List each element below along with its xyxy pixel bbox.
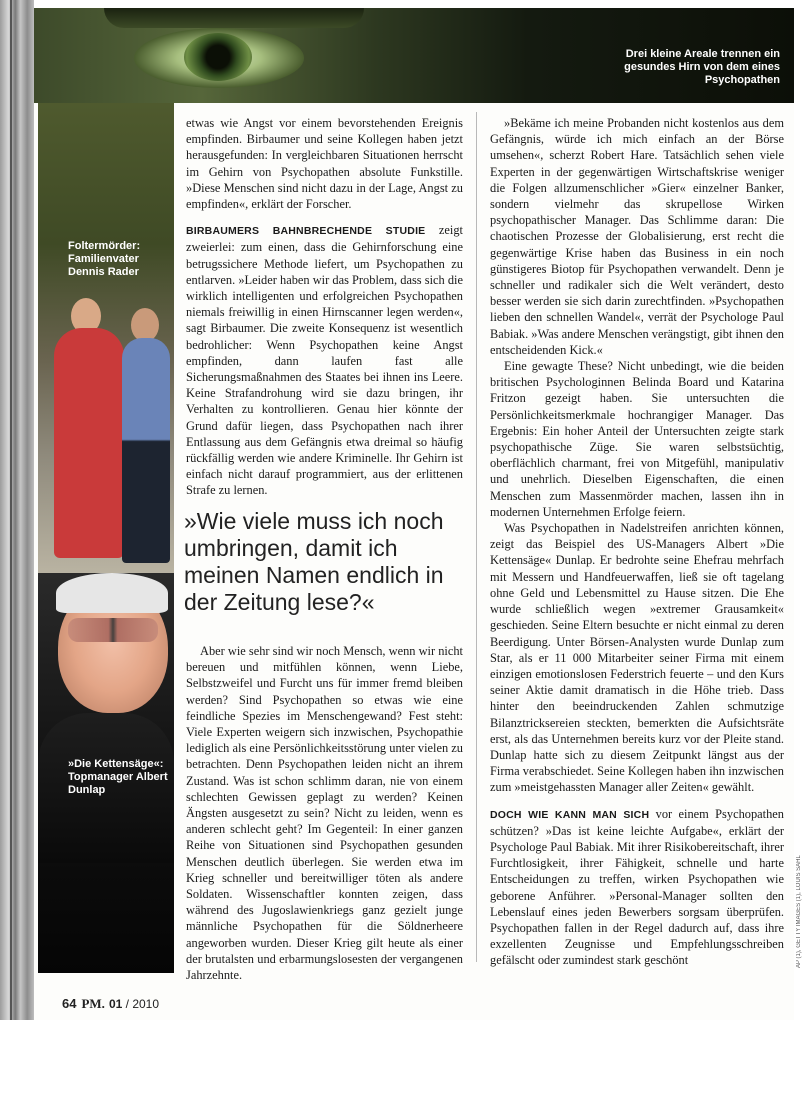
col2-paragraph-1: »Bekäme ich meine Probanden nicht kostenlos aus dem Gefängnis, würde ich mich einfach an der Börse umsehen«, scherzt Robert Hare. Tatsächlich sehen viele Experten in der gegenwärtigen Wirtschaftskrise weniger die Folgen allzumenschlicher »Gier« einzelner Banker, sondern vielmehr das skrupellose Wirken psychopathischer Manager. Das Schlimme daran: Die chaotischen Prozesse der Globalisierung, erst recht die gegenwärtige Krise haben das Business in ein noch günstigeres Biotop für Psychopathen verwandelt. Denn je schneller und radikaler sich die Welt verändert, desto besser werden sie sich darin zurechtfinden. »Psychopathen lieben den schnellen Wandel«, verrät der Psychologe Paul Babiak. »Was andere Menschen verängstigt, gibt ihnen den entscheidenden Kick.«	[490, 116, 784, 357]
col2-paragraph-4-text: vor einem Psychopathen schützen? »Das ist keine leichte Aufgabe«, erklärt der Psychologe Paul Babiak. Mit ihrer Risikobereitschaft, ihrer Furchtlosigkeit, ihrer Fähigkeit, schnelle und harte Entscheidungen zu treffen, wirken Psychopathen wie geborene Anführer. »Personal-Manager sollten den Lebenslauf eines jeden Bewerbers sorgsam überprüfen. Psychopathen fallen in der Regel dadurch auf, dass ihre exzellenten Zeugnisse und Empfehlungsschreiben gefälscht oder zumindest stark geschönt	[490, 806, 784, 968]
dunlap-hair	[56, 573, 168, 613]
col1b-paragraph-1: Aber wie sehr sind wir noch Mensch, wenn wir nicht bereuen und mitfühlen können, wenn Liebe, Selbstzweifel und Furcht uns für immer fremd bleiben werden? Sind Psychopathen so etwas wie eine feindliche Spezies im Menschengewand? Fest steht: Viele Experten weigern sich inzwischen, Psychopathie lediglich als eine Persönlichkeitsstörung unter vielen zu betrachten. Denn Psychopathen leiden nicht an ihrem Zustand. Was ist schon schlimm daran, nie von einem schlechten Gewissen geplagt zu werden? Keinen Ängsten ausgesetzt zu sein? Nicht zu leiden, wenn es anderen schlecht geht? Im Gegenteil: In einer ganzen Reihe von Situationen sind Psychopathen gesunden Menschen deutlich überlegen. Sie werden etwa im Krieg schneller und bereitwilliger töten als andere Soldaten. Wissenschaftler konnten zeigen, dass während des Jugoslawienkriegs ganz gezielt junge männliche Psychopathen für die Söldnerheere angeworben wurden. Dieser Krieg gilt heute als einer der brutalsten und erbarmungslosesten der vergangenen Jahrzehnte.	[186, 644, 463, 983]
col1-paragraph-1: etwas wie Angst vor einem bevorstehenden Ereignis empfinden. Birbaumer und seine Kollegen haben jetzt herausgefunden: In vergleichbaren Situationen herrscht im Gehirn von Psychopathen absolute Funkstille. »Diese Menschen sind nicht dazu in der Lage, Angst zu empfinden«, erklärt der Forscher.	[186, 116, 463, 212]
page-footer: 64 PM. 01 / 2010	[62, 996, 160, 1011]
column-divider	[476, 112, 477, 962]
col1-paragraph-2-text: zeigt zweierlei: zum einen, dass die Gehirnforschung eine betrugssichere Methode liefert, um Psychopathen zu entlarven. »Leider haben wir das Problem, dass sich die wirklich intelligenten und erfolgreichen Psychopathen niemals freiwillig in einen Hirnscanner legen werden«, sagt Birbaumer. Die zweite Konsequenz ist wesentlich bedrohlicher: Wenn Psychopathen keine Angst empfinden, dann laufen fast alle Sicherungsmaßnahmen des Staates bei ihnen ins Leere. Keine Strafandrohung wird sie dazu bringen, ihr Verhalten zu kontrollieren. Genau hier könnte der Grund dafür liegen, dass Psychopathen nach ihrer Entlassung aus dem Gefängnis etwa dreimal so häufig rückfällig werden wie andere Kriminelle. Ihr Gehirn ist einfach nicht darauf programmiert, aus der erlittenen Strafe zu lernen.	[186, 223, 463, 498]
column-1-bottom	[186, 643, 463, 983]
officer-figure	[122, 338, 170, 563]
rader-photo-caption: Foltermörder: Familienvater Dennis Rader	[68, 240, 141, 278]
issue-year: 2010	[132, 997, 160, 1011]
officer-head	[131, 308, 159, 342]
photo-credit: AP (1), GETTY IMAGES (1), LOUIS SAHL	[796, 855, 802, 968]
col2-paragraph-3: Was Psychopathen in Nadelstreifen anrichten können, zeigt das Beispiel des US-Managers Albert »Die Kettensäge« Dunlap. Er bedrohte seine Ehefrau mehrfach mit Messern und Handfeuerwaffen, ließ sie oft tagelang ohne Geld und Lebensmittel zu Hause sitzen. Die Ehe wurde schließlich wegen »extremer Grausamkeit« geschieden. Seine Eltern besuchte er nicht einmal zu deren Beerdigung. Unter Börsen-Analysten wurde Dunlap zum Star, als er 11 000 Mitarbeiter seiner Firma mit einem einzigen emotionslosen Federstrich feuerte – und den Kurs seiner Aktie damit dramatisch in die Höhe trieb. Dass hinter den beeindruckenden Zahlen schmutzige Bilanztricksereien steckten, bemerkten die Aufsichtsräte erst, als das Unternehmen bereits kurz vor der Pleite stand. Dunlap hatte sich zu diesem Zeitpunkt längst aus der Firma verabschiedet. Seine Kollegen haben ihn inzwischen zum »meistgehassten Manager aller Zeiten« gewählt.	[490, 521, 784, 795]
banner-caption: Drei kleine Areale trennen ein gesundes Hirn von dem eines Psychopathen	[624, 48, 780, 86]
pull-quote: »Wie viele muss ich noch umbringen, damit ich meinen Namen endlich in der Zeitung lese?«	[184, 508, 444, 615]
magazine-page	[34, 8, 802, 1020]
sunglasses-shape	[68, 618, 158, 642]
dunlap-photo	[38, 573, 174, 973]
col2-run-in-head: DOCH WIE KANN MAN SICH	[490, 808, 650, 821]
col2-paragraph-2: Eine gewagte These? Nicht unbedingt, wie die beiden britischen Psychologinnen Belinda Board und Katarina Fritzon gezeigt haben. Sie untersuchten die Persönlichkeitsmerkmale hochrangiger Manager. Das Ergebnis: Ein hoher Anteil der Untersuchten zeigte stark psychopathische Züge. Sie waren selbstsüchtig, oberflächlich charmant, frei von Mitgefühl, manipulativ und unehrlich. Dieselben Eigenschaften, die einen Menschen zum Massenmörder machen, lassen ihn in modernen Unternehmen Erfolge feiern.	[490, 359, 784, 519]
column-2	[490, 115, 784, 969]
iris-shape	[184, 33, 252, 81]
rader-photo	[38, 103, 174, 573]
prisoner-figure	[54, 328, 124, 558]
eyebrow-shape	[104, 8, 364, 28]
page-number: 64	[62, 996, 77, 1011]
magazine-name: PM.	[81, 996, 105, 1011]
col1-paragraph-2	[186, 222, 463, 498]
issue-number: 01	[108, 997, 123, 1011]
col2-paragraph-4	[490, 806, 784, 969]
col1-run-in-head: BIRBAUMERS BAHNBRECHENDE STUDIE	[186, 225, 426, 238]
column-1-top	[186, 115, 463, 499]
dunlap-photo-caption: »Die Kettensäge«: Topmanager Albert Dunlap	[68, 758, 168, 796]
eye-photo-banner	[34, 8, 794, 103]
book-binding	[0, 0, 34, 1020]
